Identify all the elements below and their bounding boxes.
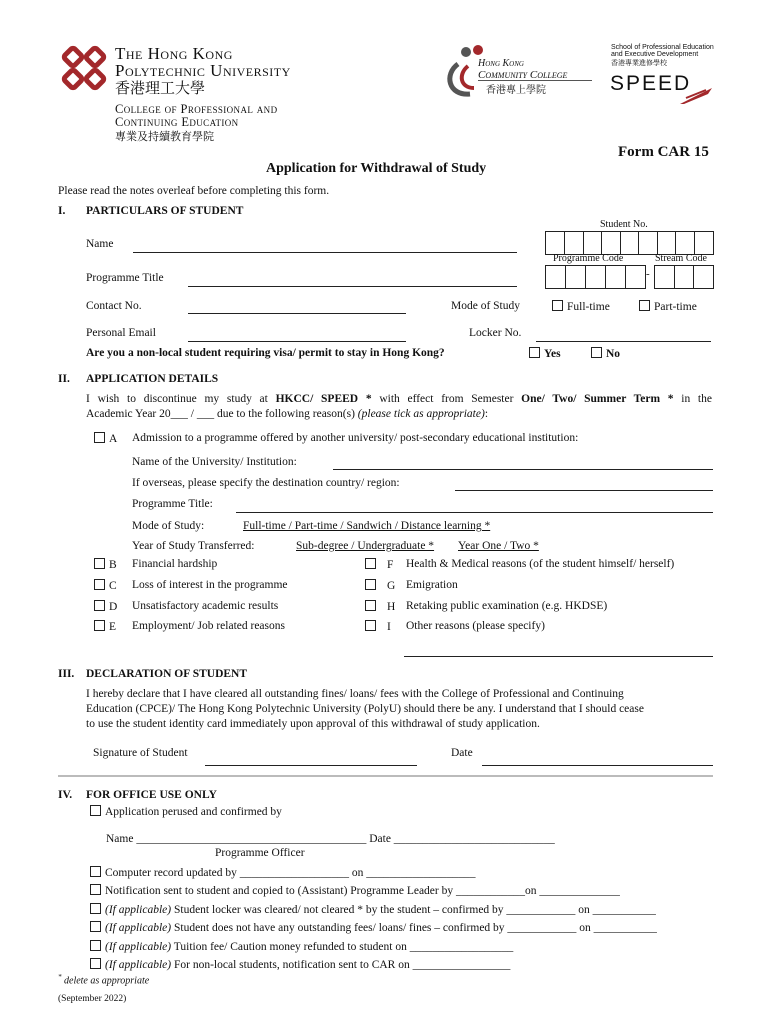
polyu-logo-icon xyxy=(58,44,110,94)
perused-checkbox[interactable] xyxy=(90,805,101,816)
reason-a-letter: A xyxy=(109,433,118,445)
fulltime-option[interactable] xyxy=(552,300,610,313)
perused-row[interactable] xyxy=(90,805,282,818)
fulltime-checkbox[interactable] xyxy=(552,300,563,311)
parttime-checkbox[interactable] xyxy=(639,300,650,311)
reason-g-text: Emigration xyxy=(406,579,458,591)
reason-c-letter: C xyxy=(109,580,117,592)
perused-label: Application perused and confirmed by xyxy=(105,806,282,818)
p1-college[interactable]: HKCC/ SPEED * xyxy=(275,393,372,405)
reason-g[interactable] xyxy=(365,579,395,592)
footnote-star: * xyxy=(58,973,62,981)
overseas-label: If overseas, please specify the destination country/ region: xyxy=(132,477,400,489)
signature-label: Signature of Student xyxy=(93,747,188,759)
hkcc-name-zh: 香港專上學院 xyxy=(486,85,546,96)
overseas-field[interactable] xyxy=(455,490,713,491)
form-revision-date: (September 2022) xyxy=(58,994,127,1004)
office-row-3[interactable] xyxy=(90,903,656,916)
other-reason-field[interactable] xyxy=(404,656,713,657)
footnote xyxy=(58,973,149,986)
programme-title-label: Programme Title xyxy=(86,272,164,284)
reason-h-checkbox[interactable] xyxy=(365,600,376,611)
programme-title-field[interactable] xyxy=(188,286,517,287)
reason-i-letter: I xyxy=(387,621,391,633)
reason-a-text: Admission to a programme offered by another university/ post-secondary educational institution: xyxy=(132,432,579,444)
section4-title: FOR OFFICE USE ONLY xyxy=(86,789,217,801)
reason-i[interactable] xyxy=(365,620,391,633)
office-row-4-checkbox[interactable] xyxy=(90,921,101,932)
a-year-label: Year of Study Transferred: xyxy=(132,540,255,552)
no-label: No xyxy=(606,348,621,360)
speed-name-en-2: and Executive Development xyxy=(611,51,699,58)
p1-text-c: with effect from Semester xyxy=(371,393,522,405)
office-divider xyxy=(58,775,713,777)
polyu-name-zh: 香港理工大學 xyxy=(115,79,206,97)
polyu-name-en-1: The Hong Kong xyxy=(115,44,233,63)
reason-d-letter: D xyxy=(109,601,118,613)
locker-field[interactable] xyxy=(536,341,711,342)
reason-c-checkbox[interactable] xyxy=(94,579,105,590)
reason-d[interactable] xyxy=(94,600,117,613)
cpce-name-en-1: College of Professional and xyxy=(115,102,278,116)
programme-code-label: Programme Code xyxy=(553,253,624,264)
reason-a[interactable] xyxy=(94,432,117,445)
declaration-date-label: Date xyxy=(451,747,473,759)
code-dash: - xyxy=(646,268,650,280)
reason-f-checkbox[interactable] xyxy=(365,558,376,569)
declaration-line-3: to use the student identity card immediately upon approval of this withdrawal of study application. xyxy=(86,718,540,730)
contact-field[interactable] xyxy=(188,313,406,314)
office-row-1[interactable] xyxy=(90,866,476,879)
form-code: Form CAR 15 xyxy=(618,144,709,160)
office-row-3-checkbox[interactable] xyxy=(90,903,101,914)
office-row-5-note: (If applicable) xyxy=(105,941,172,953)
nonlocal-question: Are you a non-local student requiring visa/ permit to stay in Hong Kong? xyxy=(86,347,445,359)
univ-field[interactable] xyxy=(333,469,713,470)
reason-f-letter: F xyxy=(387,559,394,571)
cpce-name-zh: 專業及持續教育學院 xyxy=(115,130,214,143)
section3-title: DECLARATION OF STUDENT xyxy=(86,668,248,680)
a-programme-label: Programme Title: xyxy=(132,498,213,510)
section2-number: II. xyxy=(58,373,70,385)
reason-f-text: Health & Medical reasons (of the student himself/ herself) xyxy=(406,558,675,570)
office-row-4-note: (If applicable) xyxy=(105,922,172,934)
cpce-name-en-2: Continuing Education xyxy=(115,115,239,129)
hkcc-name-en-2: Community College xyxy=(478,69,568,81)
polyu-name-en-2: Polytechnic University xyxy=(115,61,291,80)
reason-a-checkbox[interactable] xyxy=(94,432,105,443)
section2-title: APPLICATION DETAILS xyxy=(86,373,219,385)
stream-code-label: Stream Code xyxy=(655,253,707,264)
officer-name-row: Name ________________________________________ Date ____________________________ xyxy=(106,833,555,845)
reason-d-text: Unsatisfactory academic results xyxy=(132,600,279,612)
section3-number: III. xyxy=(58,668,75,680)
yes-option[interactable] xyxy=(529,347,561,360)
reason-h[interactable] xyxy=(365,600,395,613)
reason-g-checkbox[interactable] xyxy=(365,579,376,590)
a-year-value-2[interactable]: Year One / Two * xyxy=(458,540,539,552)
speed-name-zh: 香港專業進修學校 xyxy=(611,59,667,67)
yes-checkbox[interactable] xyxy=(529,347,540,358)
declaration-line-1: I hereby declare that I have cleared all outstanding fines/ loans/ fees with the College of Professional and Continuing xyxy=(86,688,624,700)
reason-i-text: Other reasons (please specify) xyxy=(406,620,545,632)
form-intro: Please read the notes overleaf before completing this form. xyxy=(58,185,330,197)
office-row-6-text: For non-local students, notification sent to CAR on _________________ xyxy=(171,959,511,971)
reason-i-checkbox[interactable] xyxy=(365,620,376,631)
reason-h-text: Retaking public examination (e.g. HKDSE) xyxy=(406,600,608,612)
reason-g-letter: G xyxy=(387,580,396,592)
parttime-option[interactable] xyxy=(639,300,697,313)
declaration-line-2: Education (CPCE)/ The Hong Kong Polytechnic University (PolyU) should there be any. I understand that I should cease xyxy=(86,703,644,715)
office-row-6[interactable] xyxy=(90,958,510,971)
parttime-label: Part-time xyxy=(654,301,697,313)
discontinue-line-1 xyxy=(86,393,712,405)
form-title: Application for Withdrawal of Study xyxy=(266,161,487,176)
office-row-1-text: Computer record updated by ___________________ on ___________________ xyxy=(105,867,476,879)
office-row-5-checkbox[interactable] xyxy=(90,940,101,951)
office-row-1-checkbox[interactable] xyxy=(90,866,101,877)
contact-label: Contact No. xyxy=(86,300,142,312)
email-label: Personal Email xyxy=(86,327,156,339)
a-mode-label: Mode of Study: xyxy=(132,520,205,532)
reason-c-text: Loss of interest in the programme xyxy=(132,579,288,591)
yes-label: Yes xyxy=(544,348,561,360)
office-row-3-note: (If applicable) xyxy=(105,904,172,916)
discontinue-line-2 xyxy=(86,408,488,420)
mode-label: Mode of Study xyxy=(451,300,520,312)
reason-b-text: Financial hardship xyxy=(132,558,218,570)
office-row-2-checkbox[interactable] xyxy=(90,884,101,895)
reason-b-checkbox[interactable] xyxy=(94,558,105,569)
section1-number: I. xyxy=(58,205,66,217)
speed-logo: SPEED xyxy=(610,72,692,95)
office-row-3-text: Student locker was cleared/ not cleared * by the student – confirmed by ____________ on ___________ xyxy=(171,904,656,916)
p1-semester[interactable]: One/ Two/ Summer Term * xyxy=(521,393,674,405)
office-row-4[interactable] xyxy=(90,921,657,934)
reason-f[interactable] xyxy=(365,558,393,571)
office-row-6-note: (If applicable) xyxy=(105,959,172,971)
reason-c[interactable] xyxy=(94,579,117,592)
reason-b-letter: B xyxy=(109,559,117,571)
p1-text-e: in the xyxy=(673,393,712,405)
univ-label: Name of the University/ Institution: xyxy=(132,456,297,468)
p1-text-a: I wish to discontinue my study at xyxy=(86,393,276,405)
programme-code-boxes[interactable] xyxy=(545,265,646,289)
office-row-5-text: Tuition fee/ Caution money refunded to student on __________________ xyxy=(171,941,514,953)
a-mode-value[interactable]: Full-time / Part-time / Sandwich / Distance learning * xyxy=(243,520,491,532)
reason-d-checkbox[interactable] xyxy=(94,600,105,611)
office-row-4-text: Student does not have any outstanding fees/ loans/ fines – confirmed by ____________ on ___________ xyxy=(171,922,657,934)
name-field[interactable] xyxy=(133,252,517,253)
reason-e-checkbox[interactable] xyxy=(94,620,105,631)
declaration-date-field[interactable] xyxy=(482,765,713,766)
footnote-text: delete as appropriate xyxy=(64,975,150,987)
stream-code-boxes[interactable] xyxy=(654,265,714,289)
locker-label: Locker No. xyxy=(469,327,522,339)
office-row-5[interactable] xyxy=(90,940,513,953)
office-row-6-checkbox[interactable] xyxy=(90,958,101,969)
name-label: Name xyxy=(86,238,114,250)
reason-h-letter: H xyxy=(387,601,396,613)
email-field[interactable] xyxy=(188,341,406,342)
speed-swoosh-icon xyxy=(678,84,714,106)
fulltime-label: Full-time xyxy=(567,301,610,313)
student-no-boxes[interactable] xyxy=(545,231,714,255)
a-programme-field[interactable] xyxy=(236,512,713,513)
p2-tick-note: (please tick as appropriate) xyxy=(357,408,485,420)
reason-b[interactable] xyxy=(94,558,117,571)
no-checkbox[interactable] xyxy=(591,347,602,358)
speed-name-en-1: School of Professional Education xyxy=(611,44,714,51)
p2-text-a: Academic Year 20___ / ___ due to the following reason(s) xyxy=(86,408,358,420)
signature-field[interactable] xyxy=(205,765,417,766)
section1-title: PARTICULARS OF STUDENT xyxy=(86,205,244,217)
p2-colon: : xyxy=(484,408,489,420)
reason-e-letter: E xyxy=(109,621,117,633)
section4-number: IV. xyxy=(58,789,73,801)
no-option[interactable] xyxy=(591,347,620,360)
office-row-2-text: Notification sent to student and copied to (Assistant) Programme Leader by ____________on ______________ xyxy=(105,885,620,897)
reason-e[interactable] xyxy=(94,620,116,633)
officer-title: Programme Officer xyxy=(215,847,305,859)
hkcc-name-en-1: Hong Kong xyxy=(478,58,524,69)
reason-e-text: Employment/ Job related reasons xyxy=(132,620,285,632)
student-no-label: Student No. xyxy=(600,219,648,230)
a-year-value-1[interactable]: Sub-degree / Undergraduate * xyxy=(296,540,435,552)
office-row-2[interactable] xyxy=(90,884,620,897)
